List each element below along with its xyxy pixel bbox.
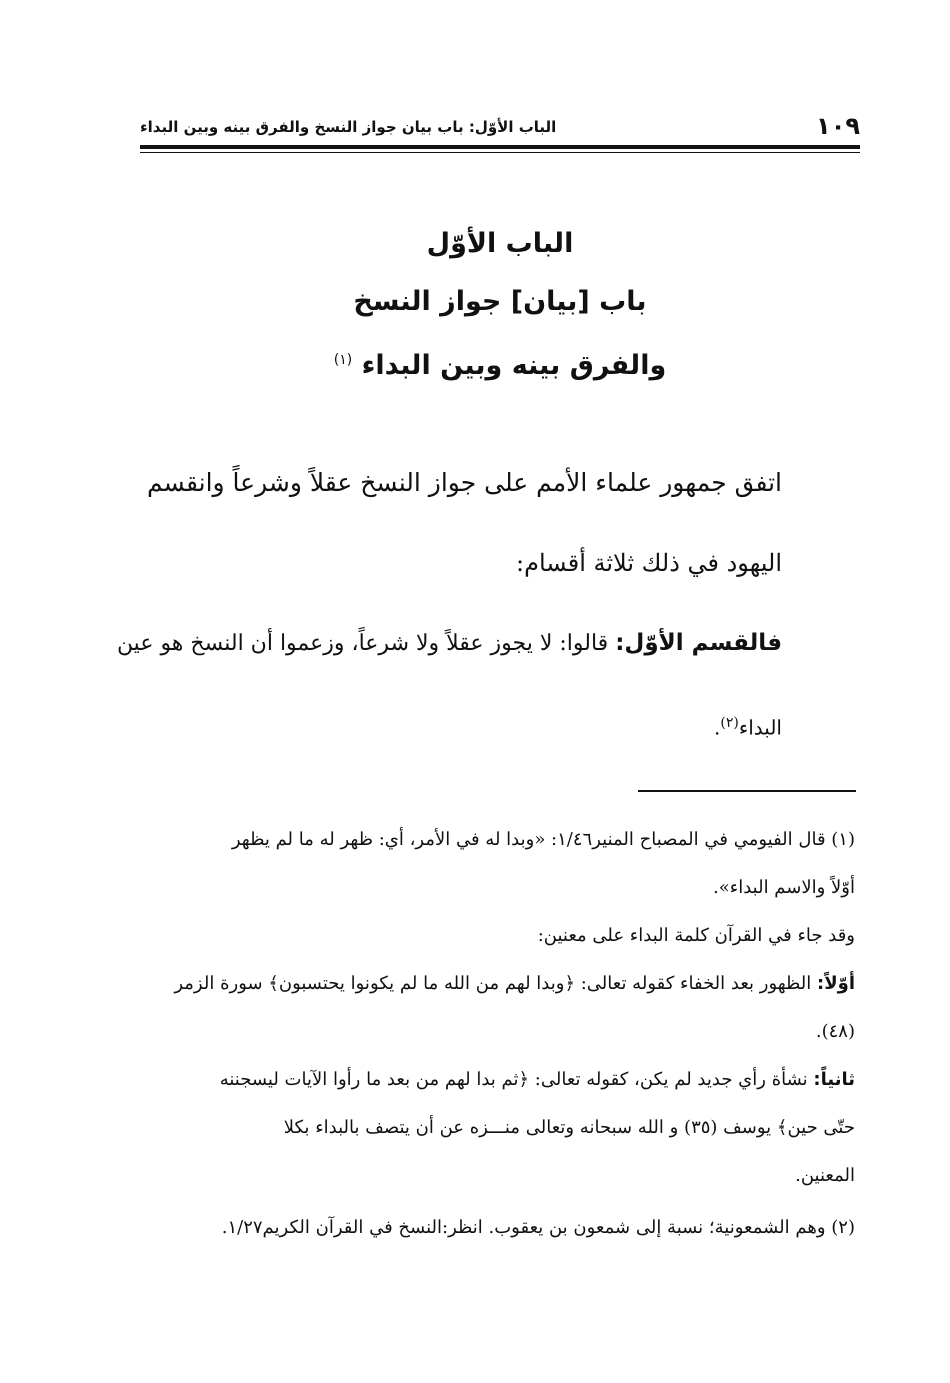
footnote-1-line-7: حتّى حين﴾ يوسف (٣٥) و الله سبحانه وتعالى منـــزه عن أن يتصف بالبداء بكلا [283,1117,855,1138]
footnote-ref-1: (١) [333,352,353,368]
chapter-title [140,215,860,389]
body-paragraph-2-text: قالوا: لا يجوز عقلاً ولا شرعاً، وزعموا أن النسخ هو عين [116,631,609,656]
footnote-ref-2: (٢) [720,715,739,731]
footnote-separator [638,790,856,792]
footnote-1-line-6 [140,1060,855,1108]
chapter-title-line-3 [140,331,860,389]
body-paragraph-2-end-word: البداء [738,715,782,740]
body-paragraph-2-period: . [714,715,721,740]
footnote-1-line-5: (٤٨). [815,1021,855,1042]
footnote-1-line-3: وقد جاء في القرآن كلمة البداء على معنين: [537,925,855,946]
page-number: ١٠٩ [816,112,860,140]
chapter-title-line-3-text: والفرق بينه وبين البداء [361,350,667,381]
footnote-1-second-text: نشأة رأي جديد لم يكن، كقوله تعالى: ﴿ثم بدا لهم من بعد ما رأوا الآيات ليسجننه [219,1069,808,1090]
footnotes [140,820,855,1256]
footnote-1-first-text: الظهور بعد الخفاء كقوله تعالى: ﴿وبدا لهم من الله ما لم يكونوا يحتسبون﴾ سورة الزمر [174,973,812,994]
footnote-1-line-2: أوّلاً والاسم البداء». [713,877,855,898]
header-rule-thick [140,145,860,149]
footnote-1-first-lead: أوّلاً: [817,973,855,994]
body-paragraph-2-line-1 [116,615,782,695]
body-paragraph-2-line-2 [140,695,782,775]
footnote-1-line-8: المعنين. [795,1165,855,1186]
section-lead: فالقسم الأوّل: [615,630,782,656]
footnote-1-second-lead: ثانياً: [813,1069,855,1090]
body-paragraph-1-line-2: اليهود في ذلك ثلاثة أقسام: [516,549,782,577]
header-rule-thin [140,152,860,153]
body-text [116,455,782,775]
chapter-title-line-1: الباب الأوّل [426,228,574,259]
footnote-1-line-1: (١) قال الفيومي في المصباح المنير١/٤٦: «وبدا له في الأمر، أي: ظهر له ما لم يظهر [231,829,855,850]
footnote-2: (٢) وهم الشمعونية؛ نسبة إلى شمعون بن يعقوب. انظر:النسخ في القرآن الكريم١/٢٧. [221,1217,855,1238]
running-title: الباب الأوّل: باب بيان جواز النسخ والفرق بينه وبين البداء [140,118,557,136]
chapter-title-line-2: باب [بيان] جواز النسخ [353,286,647,317]
body-paragraph-1-line-1: اتفق جمهور علماء الأمم على جواز النسخ عقلاً وشرعاً وانقسم [147,468,782,497]
footnote-1-line-4 [140,964,855,1012]
running-header [140,112,860,142]
